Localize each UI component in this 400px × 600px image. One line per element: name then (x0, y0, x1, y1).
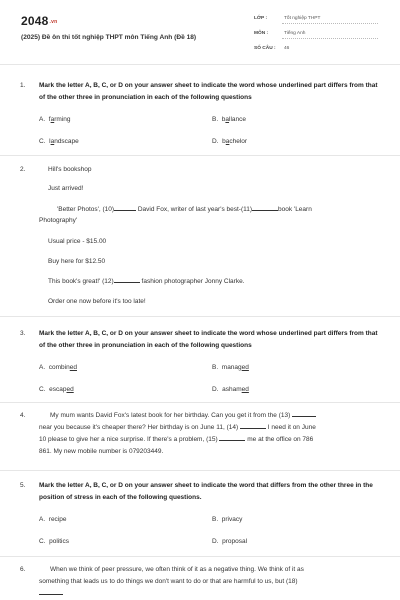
question-text: Mark the letter A, B, C, or D on your answer sheet to indicate the word whose underlined part differs from that of the other three in pronunciation in each of the following questions (39, 330, 378, 349)
option-letter: B. (212, 516, 219, 523)
option-b[interactable] (212, 514, 242, 526)
blank-11[interactable] (252, 204, 278, 211)
blank-18[interactable] (39, 588, 63, 595)
question-2 (20, 164, 380, 314)
text-part: My mum wants David Fox's latest book for her birthday. Can you get it from the (13) (50, 412, 291, 419)
question-number: 5. (20, 482, 26, 489)
ad-line: Hill's bookshop (48, 166, 92, 173)
option-d[interactable] (212, 536, 247, 548)
underlined-part: a (50, 138, 55, 145)
option-part: b (221, 116, 226, 123)
option-part: asham (222, 386, 242, 393)
question-text: Mark the letter A, B, C, or D on your answer sheet to indicate the word that differs from the other three in the position of stress in each of the following questions. (39, 482, 373, 501)
option-letter: D. (212, 138, 219, 145)
option-part: f (48, 116, 51, 123)
socau-value: 46 (284, 46, 290, 51)
option-part: chelor (229, 138, 248, 145)
blank-15[interactable] (219, 434, 245, 441)
question-number: 1. (20, 82, 26, 89)
underlined-part: ed (66, 386, 74, 393)
option-letter: C. (39, 386, 46, 393)
option-letter: B. (212, 364, 219, 371)
socau-label: SỐ CÂU : (254, 46, 276, 51)
option-letter: A. (39, 516, 46, 523)
mon-label: MÔN : (254, 31, 269, 36)
option-text: privacy (221, 516, 243, 523)
passage-line: When we think of peer pressure, we often think of it as a negative thing. We think of it as (50, 566, 304, 573)
divider (0, 64, 400, 65)
option-c[interactable] (39, 136, 79, 148)
question-5 (20, 480, 380, 550)
meta-divider (282, 38, 378, 39)
lop-value: Tốt nghiệp THPT (284, 16, 321, 21)
text-part: I need it on June (265, 424, 316, 431)
option-part: llance (229, 116, 247, 123)
underlined-part: a (50, 116, 55, 123)
question-4 (20, 410, 380, 462)
ad-line: Photography' (39, 217, 78, 224)
underlined-part: a (225, 116, 230, 123)
underlined-part: ed (69, 364, 77, 371)
option-text: proposal (222, 538, 248, 545)
option-d[interactable] (212, 384, 249, 396)
blank-14[interactable] (240, 422, 266, 429)
text-part: This book's great!' (12) (48, 278, 114, 285)
passage-line (50, 410, 316, 422)
logo-suffix: .vn (49, 18, 58, 25)
option-letter: A. (39, 364, 46, 371)
passage-line (39, 588, 63, 600)
question-number: 3. (20, 330, 26, 337)
text-part: 10 please to give her a nice surprise. If there's a problem, (15) (39, 436, 218, 443)
logo-text: 2048 (21, 14, 49, 28)
divider (0, 556, 400, 557)
question-text: Mark the letter A, B, C, or D on your answer sheet to indicate the word whose underlined part differs from that of the other three in pronunciation in each of the following questions (39, 82, 378, 101)
lop-label: LỚP : (254, 16, 268, 21)
divider (0, 316, 400, 317)
blank-13[interactable] (292, 410, 316, 417)
header (0, 0, 400, 62)
option-part: combin (48, 364, 70, 371)
passage-line (39, 422, 316, 434)
option-c[interactable] (39, 536, 69, 548)
option-letter: C. (39, 138, 46, 145)
option-part: b (222, 138, 226, 145)
text-part: 'Better Photos', (10) (57, 206, 115, 213)
ad-line: Buy here for $12.50 (48, 258, 106, 265)
blank-10[interactable] (114, 204, 136, 211)
divider (0, 470, 400, 471)
question-3 (20, 328, 380, 408)
ad-line (48, 276, 245, 288)
option-letter: D. (212, 386, 219, 393)
ad-line: Usual price - $15.00 (48, 238, 107, 245)
option-text: politics (49, 538, 69, 545)
question-6 (20, 564, 380, 600)
question-1 (20, 80, 380, 160)
option-letter: A. (39, 116, 46, 123)
text-part: fashion photographer Jonny Clarke. (139, 278, 245, 285)
site-logo[interactable] (21, 14, 57, 28)
option-b[interactable] (212, 362, 249, 374)
underlined-part: ed (241, 386, 249, 393)
divider (0, 402, 400, 403)
option-part: l (49, 138, 51, 145)
option-a[interactable] (39, 514, 67, 526)
option-part: manag (221, 364, 242, 371)
question-number: 6. (20, 566, 26, 573)
meta-divider (282, 23, 378, 24)
option-part: ndscape (54, 138, 79, 145)
text-part: David Fox, writer of last year's best-(11) (136, 206, 253, 213)
text-part: near you because it's cheaper there? Her birthday is on June 11, (14) (39, 424, 239, 431)
underlined-part: a (225, 138, 230, 145)
option-part: rming (54, 116, 71, 123)
question-number: 2. (20, 166, 26, 173)
divider (0, 155, 400, 156)
option-text: recipe (48, 516, 67, 523)
option-letter: C. (39, 538, 46, 545)
ad-line (57, 204, 312, 216)
underlined-part: ed (241, 364, 249, 371)
ad-line: Just arrived! (48, 185, 84, 192)
question-number: 4. (20, 412, 26, 419)
blank-12[interactable] (114, 276, 140, 283)
passage-line (39, 434, 313, 446)
option-part: escap (49, 386, 67, 393)
option-d[interactable] (212, 136, 247, 148)
option-letter: D. (212, 538, 219, 545)
text-part: book 'Learn (278, 206, 312, 213)
passage-line: something that leads us to do things we don't want to do or that are harmful to us, but (18) (39, 578, 298, 585)
mon-value: Tiếng Anh (284, 31, 306, 36)
text-part: me at the office on 786 (245, 436, 314, 443)
exam-title: (2025) Đề ôn thi tốt nghiệp THPT môn Tiếng Anh (Đề 18) (21, 34, 197, 41)
option-a[interactable] (39, 362, 77, 374)
option-letter: B. (212, 116, 219, 123)
option-b[interactable] (212, 114, 246, 126)
option-c[interactable] (39, 384, 74, 396)
passage-line: 861. My new mobile number is 079203449. (39, 448, 164, 455)
ad-line: Order one now before it's too late! (48, 298, 146, 305)
option-a[interactable] (39, 114, 70, 126)
